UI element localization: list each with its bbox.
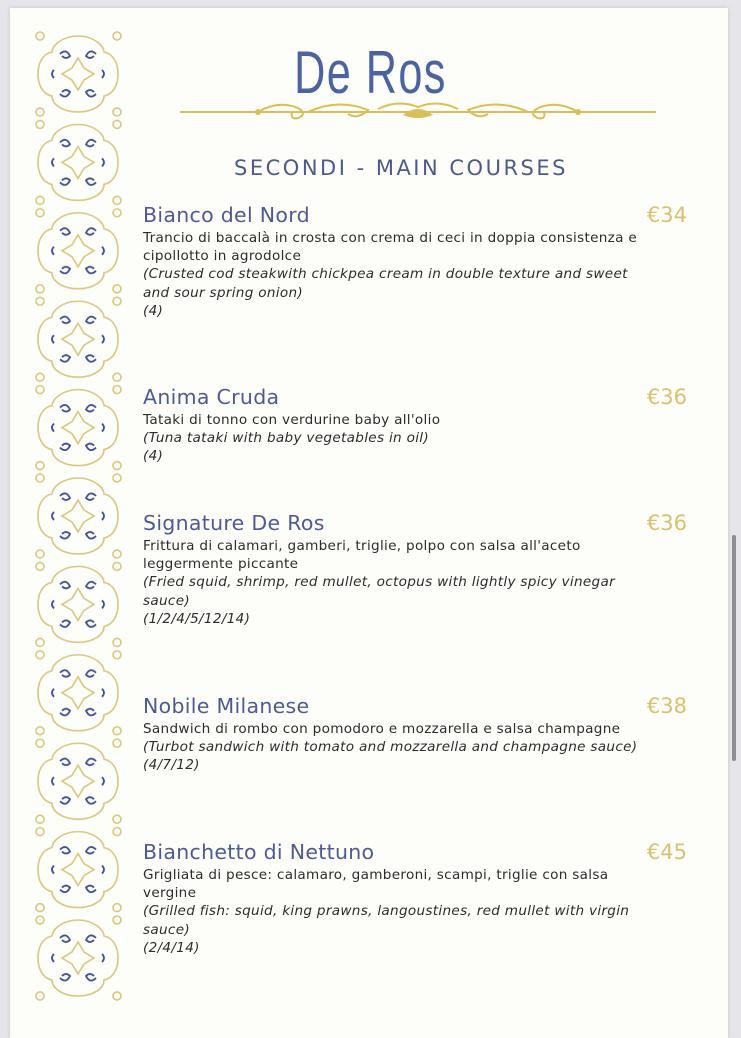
- dish-translation: sauce): [143, 921, 190, 938]
- allergens: (4): [143, 302, 164, 319]
- dish-translation: sauce): [143, 592, 190, 609]
- dish-price: €34: [646, 203, 687, 227]
- menu-item: [143, 838, 691, 957]
- menu-item: [143, 383, 691, 466]
- dish-price: €38: [646, 694, 687, 718]
- dish-translation: (Tuna tataki with baby vegetables in oil): [143, 430, 429, 447]
- dish-price: €36: [646, 385, 687, 409]
- dish-description: vergine: [143, 885, 197, 902]
- restaurant-logo: De Ros: [294, 39, 447, 106]
- dish-name: Signature De Ros: [143, 511, 325, 535]
- section-title: SECONDI - MAIN COURSES: [234, 156, 568, 180]
- allergens: (4): [143, 448, 164, 465]
- allergens: (4/7/12): [143, 757, 200, 774]
- dish-price: €36: [646, 511, 687, 535]
- menu-item: [143, 509, 691, 628]
- menu-item: [143, 201, 691, 320]
- dish-name: Bianchetto di Nettuno: [143, 840, 375, 864]
- allergens: (2/4/14): [143, 939, 200, 956]
- dish-description: cipollotto in agrodolce: [143, 248, 302, 265]
- dish-description: Trancio di baccalà in crosta con crema di ceci in doppia consistenza e: [143, 230, 638, 246]
- scrollbar[interactable]: [732, 535, 736, 761]
- ornamental-divider: [178, 95, 658, 129]
- dish-translation: (Turbot sandwich with tomato and mozzarella and champagne sauce): [143, 739, 638, 756]
- dish-description: leggermente piccante: [143, 556, 299, 573]
- dish-name: Bianco del Nord: [143, 203, 310, 227]
- dish-translation: (Crusted cod steakwith chickpea cream in double texture and sweet: [143, 266, 628, 283]
- dish-description: Grigliata di pesce: calamaro, gamberoni, scampi, triglie con salsa: [143, 867, 609, 883]
- dish-price: €45: [646, 840, 687, 864]
- allergens: (1/2/4/5/12/14): [143, 610, 251, 627]
- menu-item: [143, 692, 691, 775]
- dish-translation: (Fried squid, shrimp, red mullet, octopus with lightly spicy vinegar: [143, 574, 615, 591]
- dish-description: Sandwich di rombo con pomodoro e mozzarella e salsa champagne: [143, 721, 621, 737]
- dish-description: Frittura di calamari, gamberi, triglie, polpo con salsa all'aceto: [143, 538, 581, 554]
- dish-name: Nobile Milanese: [143, 694, 310, 718]
- dish-translation: (Grilled fish: squid, king prawns, langoustines, red mullet with virgin: [143, 903, 630, 920]
- dish-name: Anima Cruda: [143, 385, 280, 409]
- dish-description: Tataki di tonno con verdurine baby all'olio: [143, 412, 441, 428]
- dish-translation: and sour spring onion): [143, 284, 304, 301]
